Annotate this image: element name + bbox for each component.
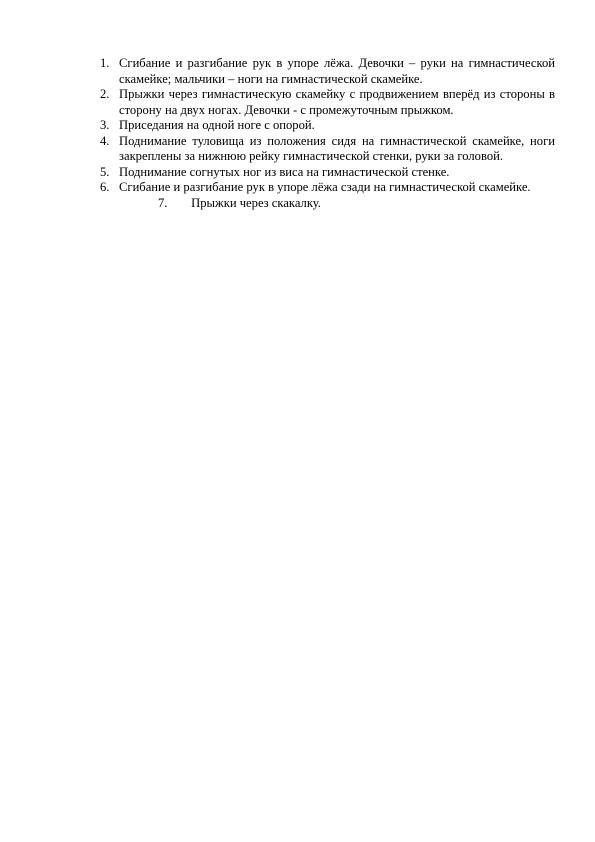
list-item	[100, 87, 555, 118]
list-item	[100, 196, 555, 212]
list-item-number: 1.	[100, 56, 110, 70]
list-item	[100, 180, 555, 196]
exercise-list	[100, 56, 555, 211]
list-item-number: 7.	[158, 195, 168, 210]
list-item-text: Поднимание туловища из положения сидя на гимнастической скамейке, ноги закреплены за нижнюю рейку гимнастической стенки, руки за головой.	[119, 133, 555, 163]
list-item-text: Сгибание и разгибание рук в упоре лёжа. Девочки – руки на гимнастической скамейке; мальчики – ноги на гимнастической скамейке.	[119, 56, 555, 86]
list-item-number: 5.	[100, 164, 110, 179]
list-item	[100, 56, 555, 87]
list-item-number: 2.	[100, 87, 110, 101]
list-item	[100, 165, 555, 181]
list-item	[100, 118, 555, 134]
list-item-text: Сгибание и разгибание рук в упоре лёжа сзади на гимнастической скамейке.	[119, 180, 531, 194]
list-item	[100, 134, 555, 165]
list-item-number: 4.	[100, 133, 110, 148]
list-item-text: Приседания на одной ноге с опорой.	[119, 118, 315, 132]
list-item-text: Прыжки через гимнастическую скамейку с продвижением вперёд из стороны в сторону на двух ногах. Девочки - с промежуточным прыжком.	[119, 87, 555, 117]
list-item-text: Поднимание согнутых ног из виса на гимнастической стенке.	[119, 164, 450, 179]
list-item-text: Прыжки через скакалку.	[191, 195, 321, 210]
list-item-number: 6.	[100, 180, 110, 194]
list-item-number: 3.	[100, 118, 110, 132]
